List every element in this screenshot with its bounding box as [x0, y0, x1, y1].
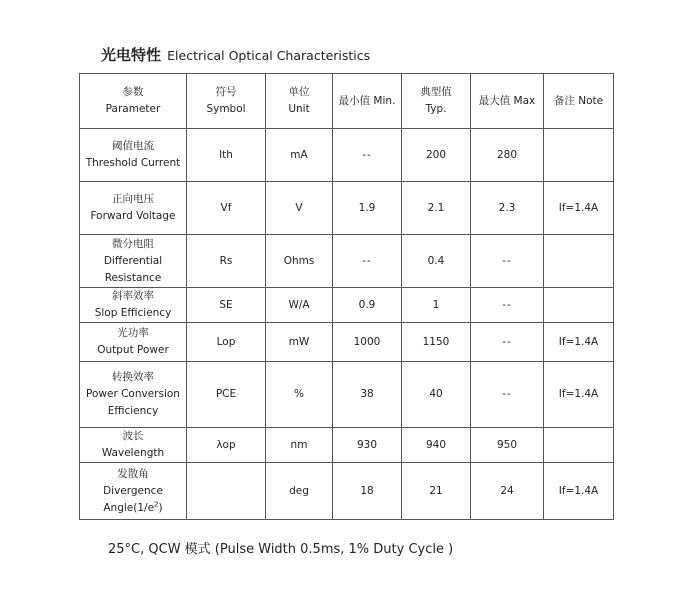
- cell-note: [544, 288, 614, 323]
- header-min: 最小值 Min.: [333, 74, 402, 129]
- cell-symbol: SE: [187, 288, 266, 323]
- cell-note: If=1.4A: [544, 323, 614, 362]
- header-row: [80, 74, 614, 129]
- cell-max: 2.3: [471, 182, 544, 235]
- cell-symbol: PCE: [187, 362, 266, 428]
- cell-unit: nm: [266, 428, 333, 463]
- cell-min: 18: [333, 463, 402, 520]
- table-row: [80, 428, 614, 463]
- header-unit: 单位 Unit: [266, 74, 333, 129]
- cell-min: 38: [333, 362, 402, 428]
- table-row: [80, 129, 614, 182]
- cell-max: --: [471, 235, 544, 288]
- cell-min: 0.9: [333, 288, 402, 323]
- cell-min: 1000: [333, 323, 402, 362]
- cell-parameter: 转换效率 Power Conversion Efficiency: [80, 362, 187, 428]
- cell-typ: 2.1: [402, 182, 471, 235]
- cell-min: --: [333, 129, 402, 182]
- cell-note: If=1.4A: [544, 182, 614, 235]
- title-english: Electrical Optical Characteristics: [167, 48, 371, 63]
- cell-unit: Ohms: [266, 235, 333, 288]
- cell-min: 930: [333, 428, 402, 463]
- cell-typ: 21: [402, 463, 471, 520]
- table-row: [80, 463, 614, 520]
- cell-typ: 40: [402, 362, 471, 428]
- cell-parameter: 微分电阻 Differential Resistance: [80, 235, 187, 288]
- cell-unit: deg: [266, 463, 333, 520]
- cell-symbol: Lop: [187, 323, 266, 362]
- cell-max: --: [471, 323, 544, 362]
- cell-parameter: 波长 Wavelength: [80, 428, 187, 463]
- cell-parameter: 斜率效率 Slop Efficiency: [80, 288, 187, 323]
- cell-unit: %: [266, 362, 333, 428]
- cell-symbol: Rs: [187, 235, 266, 288]
- section-title: [101, 44, 370, 65]
- cell-typ: 0.4: [402, 235, 471, 288]
- cell-max: --: [471, 288, 544, 323]
- table-row: [80, 235, 614, 288]
- cell-parameter: 正向电压 Forward Voltage: [80, 182, 187, 235]
- cell-note: If=1.4A: [544, 362, 614, 428]
- cell-unit: V: [266, 182, 333, 235]
- cell-note: [544, 129, 614, 182]
- header-max: 最大值 Max: [471, 74, 544, 129]
- cell-typ: 1: [402, 288, 471, 323]
- header-typ: 典型值 Typ.: [402, 74, 471, 129]
- cell-max: --: [471, 362, 544, 428]
- characteristics-table: [79, 73, 614, 520]
- cell-parameter: 发散角 Divergence $Angle(1/e^2)$: [80, 463, 187, 520]
- header-note: 备注 Note: [544, 74, 614, 129]
- cell-symbol: λop: [187, 428, 266, 463]
- cell-parameter: 光功率 Output Power: [80, 323, 187, 362]
- cell-unit: mW: [266, 323, 333, 362]
- cell-note: [544, 428, 614, 463]
- cell-max: 280: [471, 129, 544, 182]
- table-row: [80, 323, 614, 362]
- header-symbol: 符号 Symbol: [187, 74, 266, 129]
- cell-unit: mA: [266, 129, 333, 182]
- table-row: [80, 288, 614, 323]
- cell-note: [544, 235, 614, 288]
- header-parameter: 参数 Parameter: [80, 74, 187, 129]
- table-row: [80, 362, 614, 428]
- test-conditions-footnote: 25°C, QCW 模式 (Pulse Width 0.5ms, 1% Duty Cycle ): [108, 542, 454, 557]
- cell-note: If=1.4A: [544, 463, 614, 520]
- cell-unit: W/A: [266, 288, 333, 323]
- cell-symbol: [187, 463, 266, 520]
- cell-min: 1.9: [333, 182, 402, 235]
- cell-min: --: [333, 235, 402, 288]
- title-chinese: 光电特性: [101, 46, 162, 64]
- cell-max: 24: [471, 463, 544, 520]
- cell-typ: 1150: [402, 323, 471, 362]
- cell-parameter: 阈值电流 Threshold Current: [80, 129, 187, 182]
- cell-max: 950: [471, 428, 544, 463]
- table-row: [80, 182, 614, 235]
- cell-symbol: Ith: [187, 129, 266, 182]
- cell-typ: 200: [402, 129, 471, 182]
- cell-symbol: Vf: [187, 182, 266, 235]
- cell-typ: 940: [402, 428, 471, 463]
